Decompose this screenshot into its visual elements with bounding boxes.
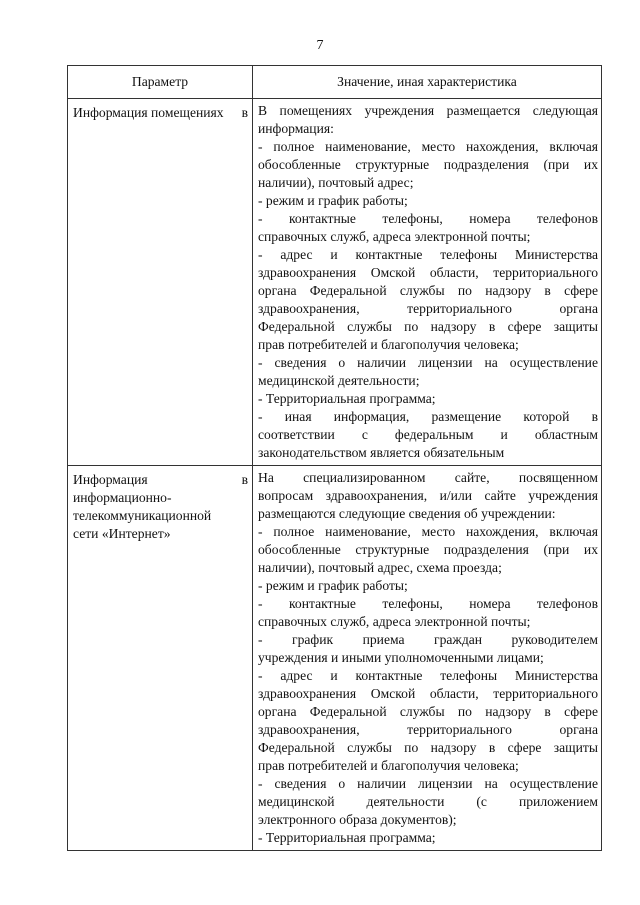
parameters-table <box>67 65 602 851</box>
param-cell <box>68 99 253 466</box>
value-line: - Территориальная программа; <box>258 391 436 406</box>
page-number: 7 <box>316 38 324 53</box>
value-line: - адрес и контактные телефоны Министерства <box>258 668 598 683</box>
value-line: медицинской деятельности (с приложением <box>258 794 598 809</box>
value-line: Федеральной службы по надзору в сфере защиты <box>258 319 598 334</box>
value-line: информация: <box>258 121 334 136</box>
table-row <box>68 466 602 851</box>
value-line: прав потребителей и благополучия человека; <box>258 758 519 773</box>
value-line: здравоохранения Омской области, территориального <box>258 265 598 280</box>
value-line: законодательством является обязательным <box>258 445 505 460</box>
param-preposition: в <box>241 472 248 487</box>
value-line: обособленные структурные подразделения (при их <box>258 542 598 557</box>
value-line: здравоохранения, территориального органа <box>258 301 598 316</box>
value-line: - контактные телефоны, номера телефонов <box>258 211 598 226</box>
value-line: размещаются следующие сведения об учреждении: <box>258 506 556 521</box>
header-value: Значение, иная характеристика <box>253 66 602 99</box>
value-line: наличии), почтовый адрес, схема проезда; <box>258 560 502 575</box>
value-line: здравоохранения Омской области, территориального <box>258 686 598 701</box>
value-line: медицинской деятельности; <box>258 373 420 388</box>
param-text: Информация информационно-телекоммуникационной сети «Интернет» <box>73 472 212 541</box>
value-line: - режим и график работы; <box>258 193 408 208</box>
value-line: учреждения и иными уполномоченными лицами; <box>258 650 544 665</box>
value-line: справочных служб, адреса электронной почты; <box>258 614 531 629</box>
value-line: - сведения о наличии лицензии на осуществление <box>258 776 598 791</box>
value-line: - режим и график работы; <box>258 578 408 593</box>
value-line: органа Федеральной службы по надзору в сфере <box>258 704 598 719</box>
value-cell <box>253 99 602 466</box>
table-header-row <box>68 66 602 99</box>
value-line: прав потребителей и благополучия человека; <box>258 337 519 352</box>
value-line: здравоохранения, территориального органа <box>258 722 598 737</box>
value-line: Федеральной службы по надзору в сфере защиты <box>258 740 598 755</box>
param-text: Информация помещениях <box>73 105 224 120</box>
value-line: - полное наименование, место нахождения, включая <box>258 139 598 154</box>
table-row <box>68 99 602 466</box>
value-line: соответствии с федеральным и областным <box>258 427 598 442</box>
value-cell <box>253 466 602 851</box>
value-line: электронного образа документов); <box>258 812 457 827</box>
value-line: В помещениях учреждения размещается следующая <box>258 103 598 118</box>
value-line: вопросам здравоохранения, и/или сайте учреждения <box>258 488 598 503</box>
value-line: наличии), почтовый адрес; <box>258 175 414 190</box>
value-line: - контактные телефоны, номера телефонов <box>258 596 598 611</box>
value-line: - график приема граждан руководителем <box>258 632 598 647</box>
value-line: органа Федеральной службы по надзору в сфере <box>258 283 598 298</box>
value-line: На специализированном сайте, посвященном <box>258 470 598 485</box>
value-line: - иная информация, размещение которой в <box>258 409 598 424</box>
value-line: - Территориальная программа; <box>258 830 436 845</box>
param-preposition: в <box>241 105 248 120</box>
header-param: Параметр <box>68 66 253 99</box>
value-line: - адрес и контактные телефоны Министерства <box>258 247 598 262</box>
value-line: - полное наименование, место нахождения, включая <box>258 524 598 539</box>
value-line: обособленные структурные подразделения (при их <box>258 157 598 172</box>
param-cell <box>68 466 253 851</box>
value-line: справочных служб, адреса электронной почты; <box>258 229 531 244</box>
value-line: - сведения о наличии лицензии на осуществление <box>258 355 598 370</box>
